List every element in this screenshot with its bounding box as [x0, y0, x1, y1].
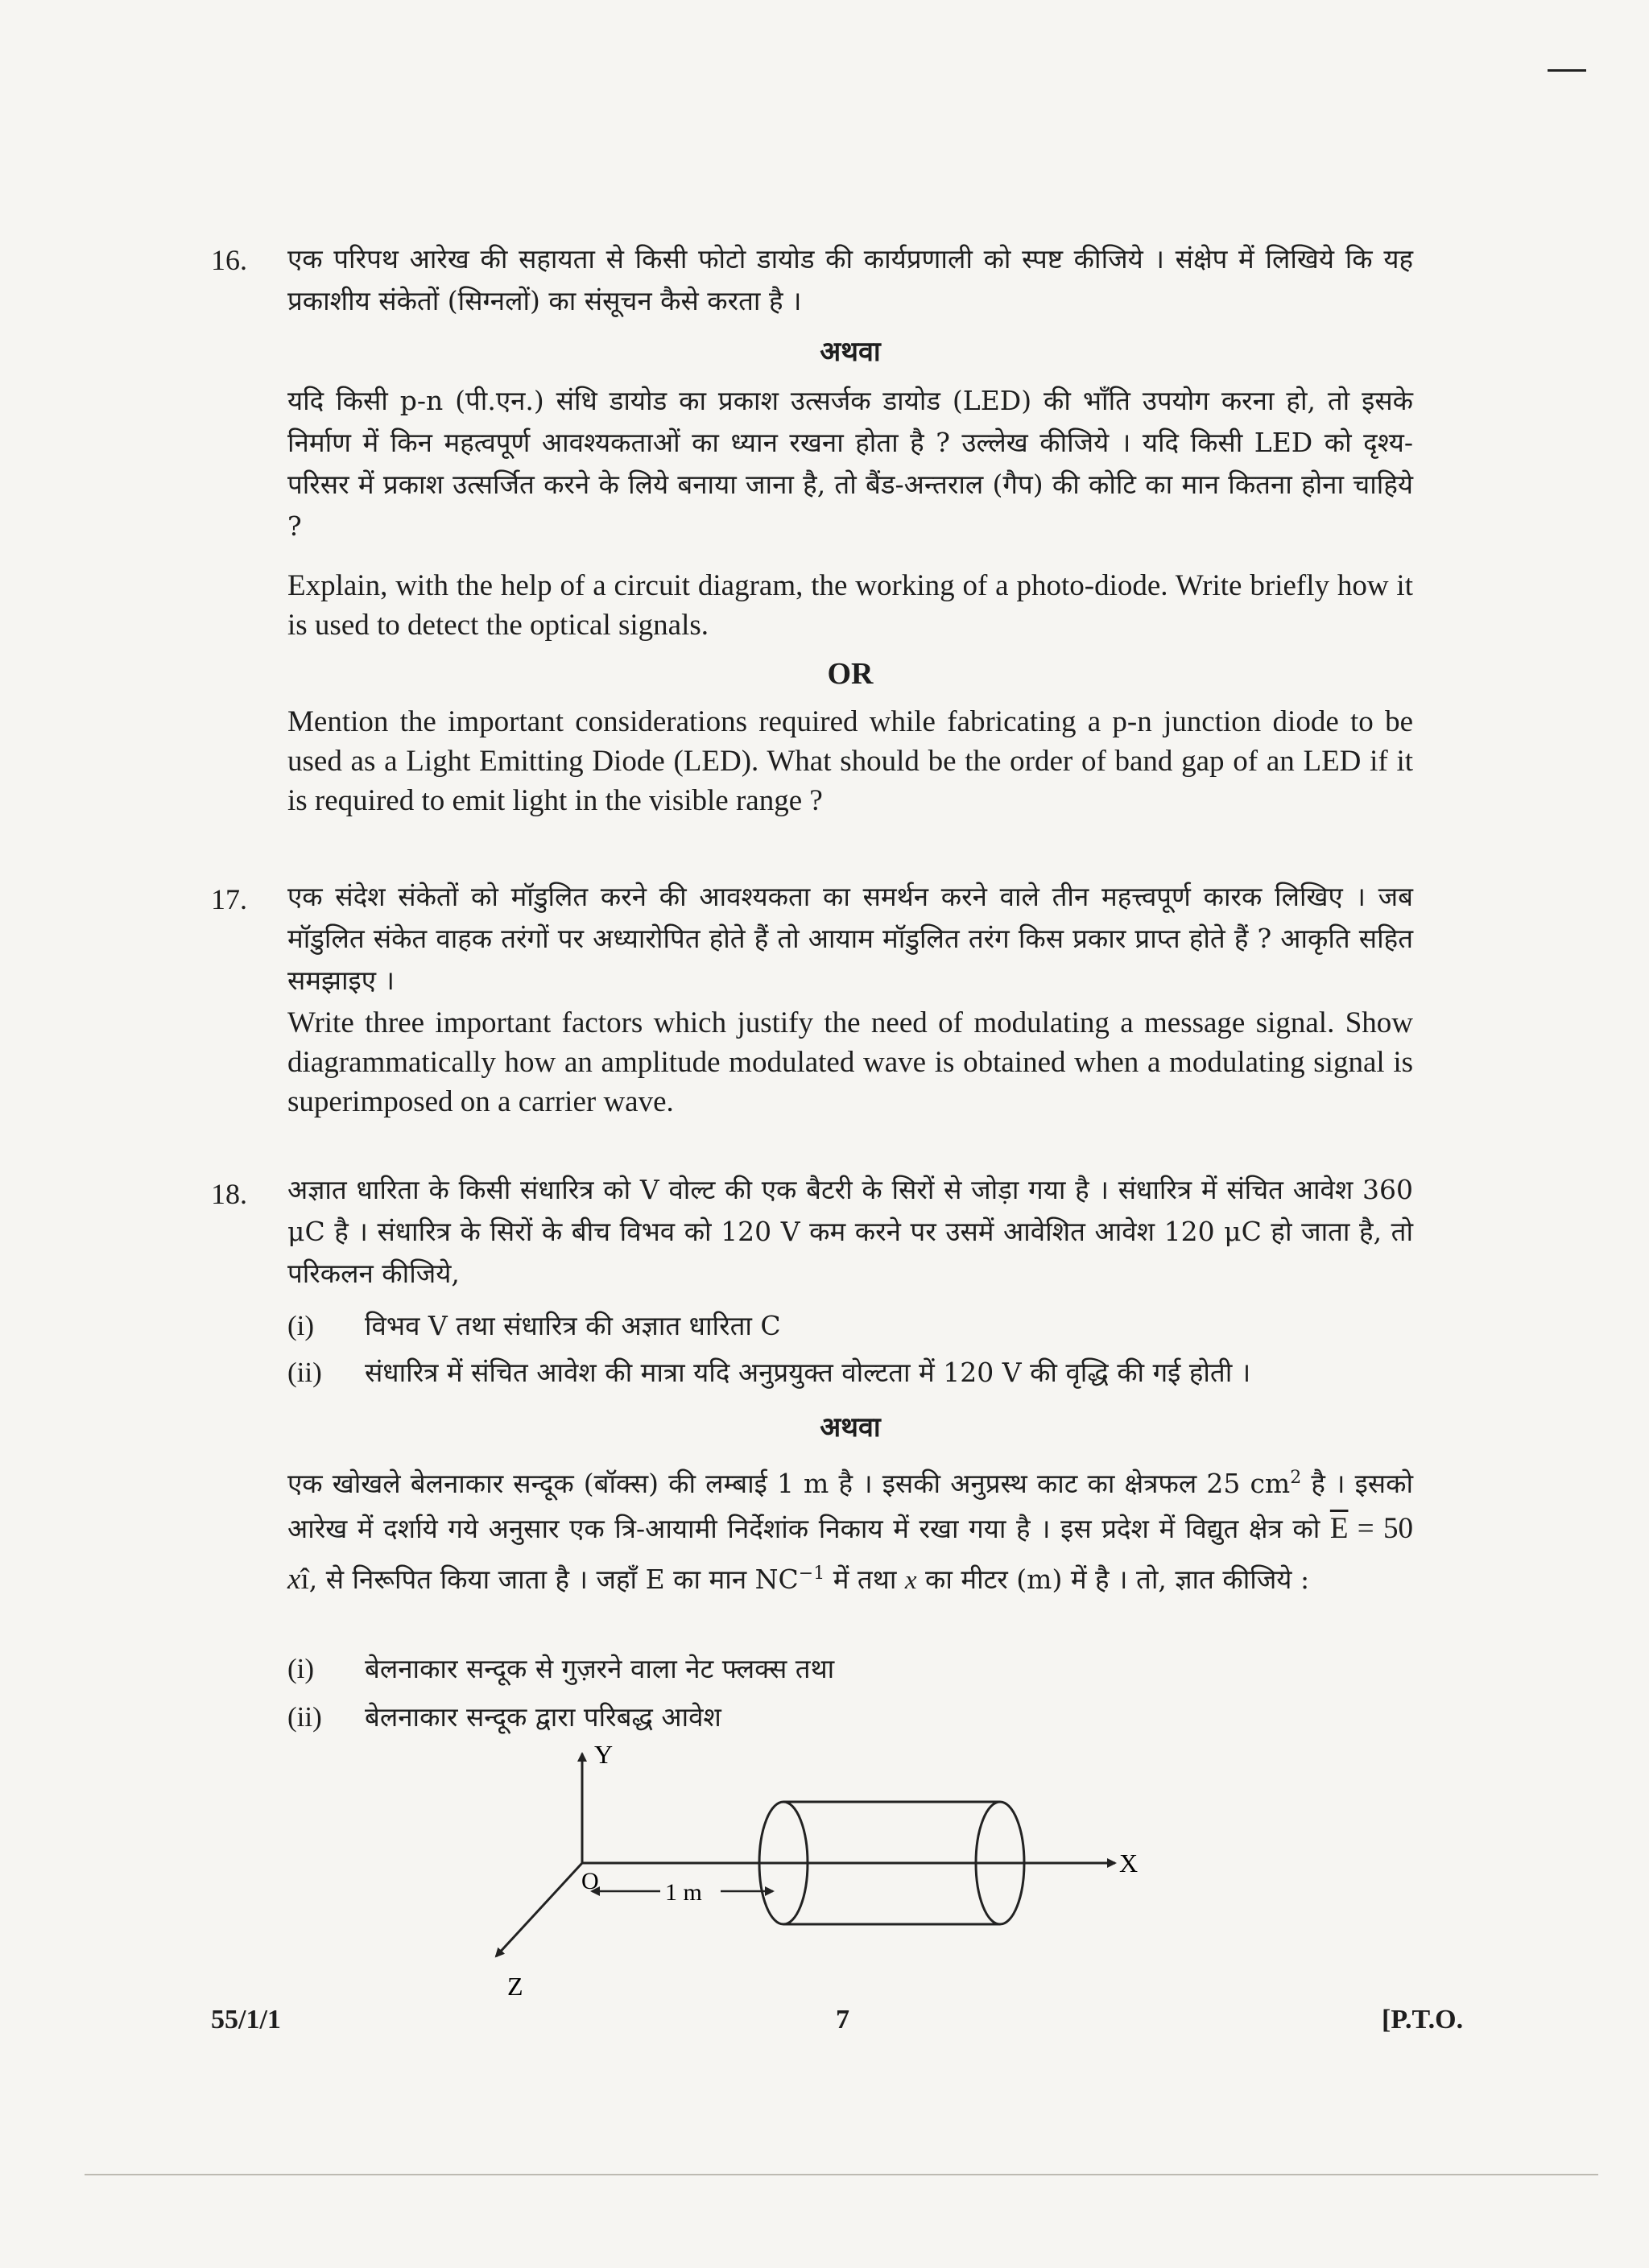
q18-part-ii-label: (ii) — [287, 1357, 322, 1388]
corner-mark — [1548, 69, 1586, 72]
q16-athva-heading: अथवा — [820, 336, 881, 368]
q18-or-part-i-text: बेलनाकार सन्दूक से गुज़रने वाला नेट फ्लक्स तथा — [365, 1653, 835, 1684]
paper-code: 55/1/1 — [211, 2005, 281, 2035]
q16-or-heading: OR — [827, 657, 874, 691]
question-16-hindi-or: यदि किसी p-n (पी.एन.) संधि डायोड का प्रकाश उत्सर्जक डायोड (LED) की भाँति उपयोग करना हो, तो इसके निर्माण में किन महत्वपूर्ण आवश्यकताओं का ध्यान रखना होता है ? उल्लेख कीजिये । यदि किसी LED को दृश्य-परिसर में प्रकाश उत्सर्जित करने के लिये बनाया जाना है, तो बैंड-अन्तराल (गैप) की कोटि का मान कितना होना चाहिये ? — [287, 385, 1413, 542]
origin-label: O — [581, 1868, 599, 1894]
question-16-english-or: Mention the important considerations required while fabricating a p-n junction diode to be used as a Light Emitting Diode (LED). What should be the order of band gap of an LED if it is required to emit light in the visible range ? — [287, 705, 1413, 817]
q18-part-i-label: (i) — [287, 1310, 315, 1341]
page-bottom-edge — [85, 2174, 1598, 2175]
dimension-label: 1 m — [665, 1879, 702, 1906]
q18-part-i-text: विभव V तथा संधारित्र की अज्ञात धारिता C — [365, 1310, 781, 1341]
q18-or-part-i-label: (i) — [287, 1653, 315, 1684]
question-16-number: 16. — [211, 244, 247, 276]
q18-or-part-ii — [287, 1697, 1413, 1737]
question-18-hindi: अज्ञात धारिता के किसी संधारित्र को V वोल्ट की एक बैटरी के सिरों से जोड़ा गया है । संधारित्र में संचित आवेश 360 μC है । संधारित्र के सिरों के बीच विभव को 120 V कम करने पर उसमें आवेशित आवेश 120 μC हो जाता है, तो परिकलन कीजिये, — [287, 1174, 1413, 1289]
question-18-hindi-or: एक खोखले बेलनाकार सन्दूक (बॉक्स) की लम्बाई 1 m है । इसकी अनुप्रस्थ काट का क्षेत्रफल 25 $cm^2$ है । इसको आरेख में दर्शाये गये अनुसार एक त्रि-आयामी निर्देशांक निकाय में रखा गया है । इस प्रदेश में विद्युत क्षेत्र को $\overline{E} = 50$ xî, से निरूपित किया जाता है । जहाँ E का मान $NC^{-1}$ में तथा x का मीटर (m) में है । तो, ज्ञात कीजिये : — [287, 1468, 1413, 1596]
question-17-english: Write three important factors which justify the need of modulating a message signal. Show diagrammatically how an amplitude modulated wave is obtained when a modulating signal is superimposed on a carrier wave. — [287, 1006, 1413, 1118]
q18-or-part-i — [287, 1649, 1413, 1689]
x-axis-label: X — [1119, 1849, 1139, 1878]
page-number: 7 — [836, 2005, 849, 2035]
vector-E: $\overline{E}$ — [1329, 1512, 1349, 1545]
please-turn-over: [P.T.O. — [1382, 2005, 1464, 2035]
question-17-hindi: एक संदेश संकेतों को मॉडुलित करने की आवश्यकता का समर्थन करने वाले तीन महत्त्वपूर्ण कारक लिखिए । जब मॉडुलित संकेत वाहक तरंगों पर अध्यारोपित होते हैं तो आयाम मॉडुलित तरंग किस प्रकार प्राप्त होते हैं ? आकृति सहित समझाइए । — [287, 881, 1413, 996]
z-axis-label: Z — [507, 1972, 523, 2001]
q18-part-i — [287, 1306, 1413, 1346]
question-16-english: Explain, with the help of a circuit diagram, the working of a photo-diode. Write briefly how it is used to detect the optical signals. — [287, 569, 1413, 642]
question-18-number: 18. — [211, 1178, 247, 1210]
question-16-hindi: एक परिपथ आरेख की सहायता से किसी फोटो डायोड की कार्यप्रणाली को स्पष्ट कीजिये । संक्षेप में लिखिये कि यह प्रकाशीय संकेतों (सिग्नलों) का संसूचन कैसे करता है । — [287, 243, 1413, 316]
y-axis-label: Y — [594, 1740, 614, 1769]
cylinder-axes-figure — [475, 1739, 1168, 2013]
q18-part-ii-text: संधारित्र में संचित आवेश की मात्रा यदि अनुप्रयुक्त वोल्टता में 120 V की वृद्धि की गई होती । — [365, 1357, 1251, 1388]
question-17-number: 17. — [211, 883, 247, 915]
z-axis — [496, 1863, 582, 1956]
q18-or-part-ii-text: बेलनाकार सन्दूक द्वारा परिबद्ध आवेश — [365, 1701, 721, 1733]
q18-part-ii — [287, 1353, 1413, 1393]
q18-or-part-ii-label: (ii) — [287, 1701, 322, 1733]
q18-athva-heading: अथवा — [820, 1411, 881, 1444]
